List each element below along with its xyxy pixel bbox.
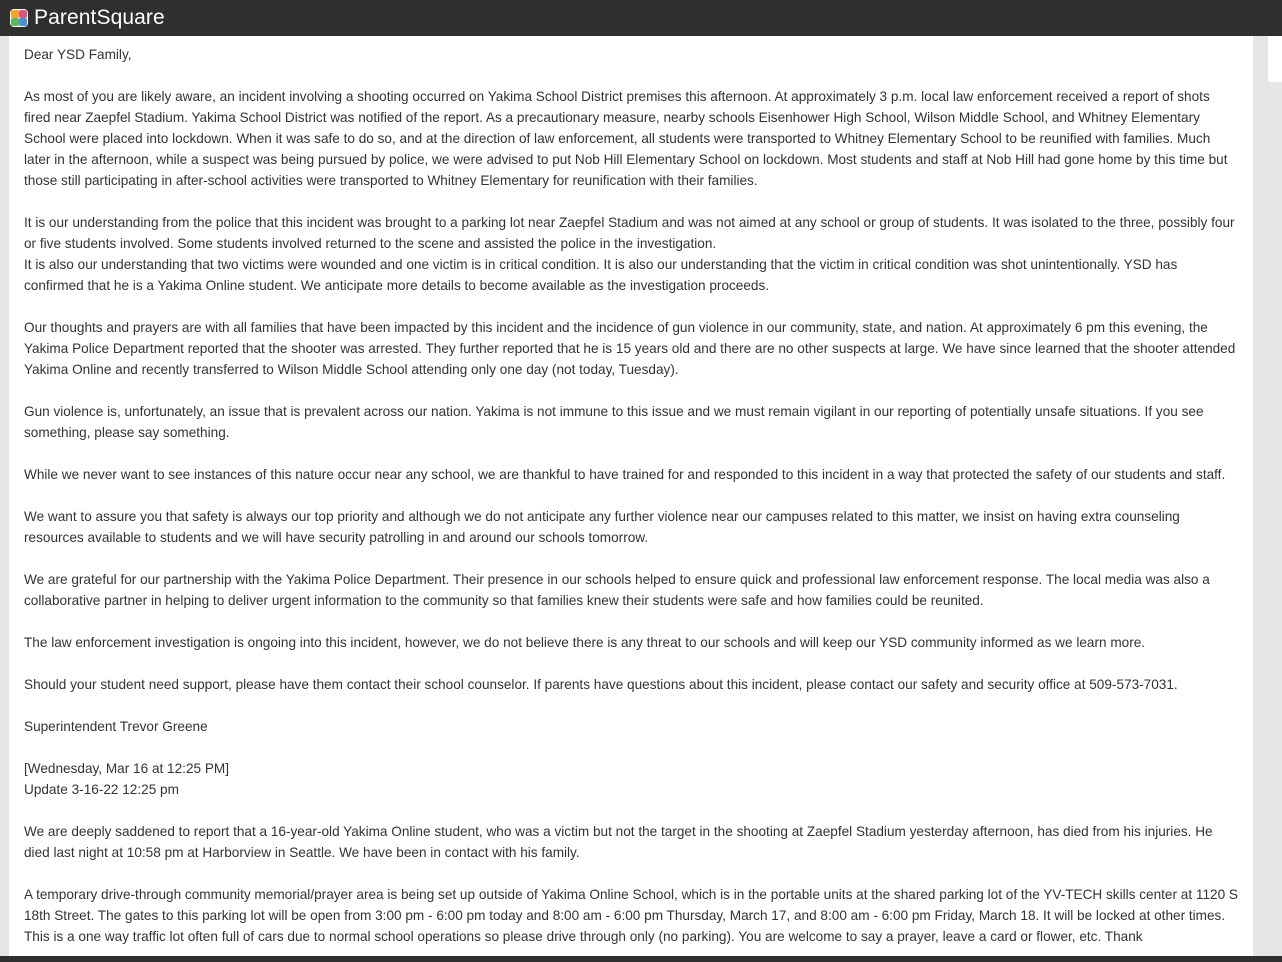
post-paragraph: Should your student need support, please have them contact their school counselor. If parents have questions about this incident, please contact our safety and security office at 509-573-7031. — [24, 677, 1178, 692]
post-paragraph: We are deeply saddened to report that a 16-year-old Yakima Online student, who was a victim but not the target in the shooting at Zaepfel Stadium yesterday afternoon, has died from his injuries. He died last night at 10:58 pm at Harborview in Seattle. We have been in contact with his family. — [24, 824, 1213, 860]
post-body — [9, 36, 1253, 947]
logo-square-3 — [11, 18, 19, 26]
post-paragraph: Gun violence is, unfortunately, an issue that is prevalent across our nation. Yakima is not immune to this issue and we must remain vigilant in our reporting of potentially unsafe situations. If you see something, please say something. — [24, 404, 1204, 440]
top-bar — [0, 0, 1282, 36]
post-paragraph: It is also our understanding that two victims were wounded and one victim is in critical condition. It is also our understanding that the victim in critical condition was shot unintentionally. YSD has confirmed that he is a Yakima Online student. We anticipate more details to become available as the investigation proceeds. — [24, 257, 1178, 293]
post-panel — [9, 36, 1253, 956]
update-heading: Update 3-16-22 12:25 pm — [24, 782, 179, 797]
logo-square-1 — [11, 10, 19, 18]
parentsquare-logo-icon[interactable] — [10, 9, 28, 27]
post-paragraph: We are grateful for our partnership with the Yakima Police Department. Their presence in our schools helped to ensure quick and professional law enforcement response. The local media was also a collaborative partner in helping to deliver urgent information to the community so that families knew their students were safe and how families could be reunited. — [24, 572, 1210, 608]
post-paragraph: We want to assure you that safety is always our top priority and although we do not anticipate any further violence near our campuses related to this matter, we insist on having extra counseling resources available to students and we will have security patrolling in and around our schools tomorrow. — [24, 509, 1180, 545]
signature: Superintendent Trevor Greene — [24, 719, 208, 734]
post-paragraph: It is our understanding from the police that this incident was brought to a parking lot near Zaepfel Stadium and was not aimed at any school or group of students. It was isolated to the three, possibly four or five students involved. Some students involved returned to the scene and assisted the police in the investigation. — [24, 215, 1235, 251]
logo-square-2 — [19, 10, 27, 18]
greeting: Dear YSD Family, — [24, 47, 132, 62]
post-paragraph: Our thoughts and prayers are with all families that have been impacted by this incident and the incidence of gun violence in our community, state, and nation. At approximately 6 pm this evening, the Yakima Police Department reported that the shooter was arrested. They further reported that he is 15 years old and there are no other suspects at large. We have since learned that the shooter attended Yakima Online and recently transferred to Wilson Middle School attending only one day (not today, Tuesday). — [24, 320, 1236, 377]
bottom-bar — [0, 956, 1282, 962]
update-timestamp: [Wednesday, Mar 16 at 12:25 PM] — [24, 761, 230, 776]
side-tab[interactable] — [1268, 36, 1282, 82]
brand-name[interactable]: ParentSquare — [34, 6, 165, 29]
post-paragraph: The law enforcement investigation is ongoing into this incident, however, we do not believe there is any threat to our schools and will keep our YSD community informed as we learn more. — [24, 635, 1146, 650]
logo-square-4 — [19, 18, 27, 26]
post-paragraph: As most of you are likely aware, an incident involving a shooting occurred on Yakima School District premises this afternoon. At approximately 3 p.m. local law enforcement received a report of shots fired near Zaepfel Stadium. Yakima School District was notified of the report. As a precautionary measure, nearby schools Eisenhower High School, Wilson Middle School, and Whitney Elementary School were placed into lockdown. When it was safe to do so, and at the direction of law enforcement, all students were transported to Whitney Elementary School to be reunified with families. Much later in the afternoon, while a suspect was being pursued by police, we were advised to put Nob Hill Elementary School on lockdown. Most students and staff at Nob Hill had gone home by this time but those still participating in after-school activities were transported to Whitney Elementary for reunification with their families. — [24, 89, 1228, 188]
post-paragraph: While we never want to see instances of this nature occur near any school, we are thankful to have trained for and responded to this incident in a way that protected the safety of our students and staff. — [24, 467, 1226, 482]
post-paragraph: A temporary drive-through community memorial/prayer area is being set up outside of Yakima Online School, which is in the portable units at the shared parking lot of the YV-TECH skills center at 1120 S 18th Street. The gates to this parking lot will be open from 3:00 pm - 6:00 pm today and 8:00 am - 6:00 pm Thursday, March 17, and 8:00 am - 6:00 pm Friday, March 18. It will be locked at other times. This is a one way traffic lot often full of cars due to normal school operations so please drive through only (no parking). You are welcome to say a prayer, leave a card or flower, etc. Thank — [24, 887, 1238, 944]
